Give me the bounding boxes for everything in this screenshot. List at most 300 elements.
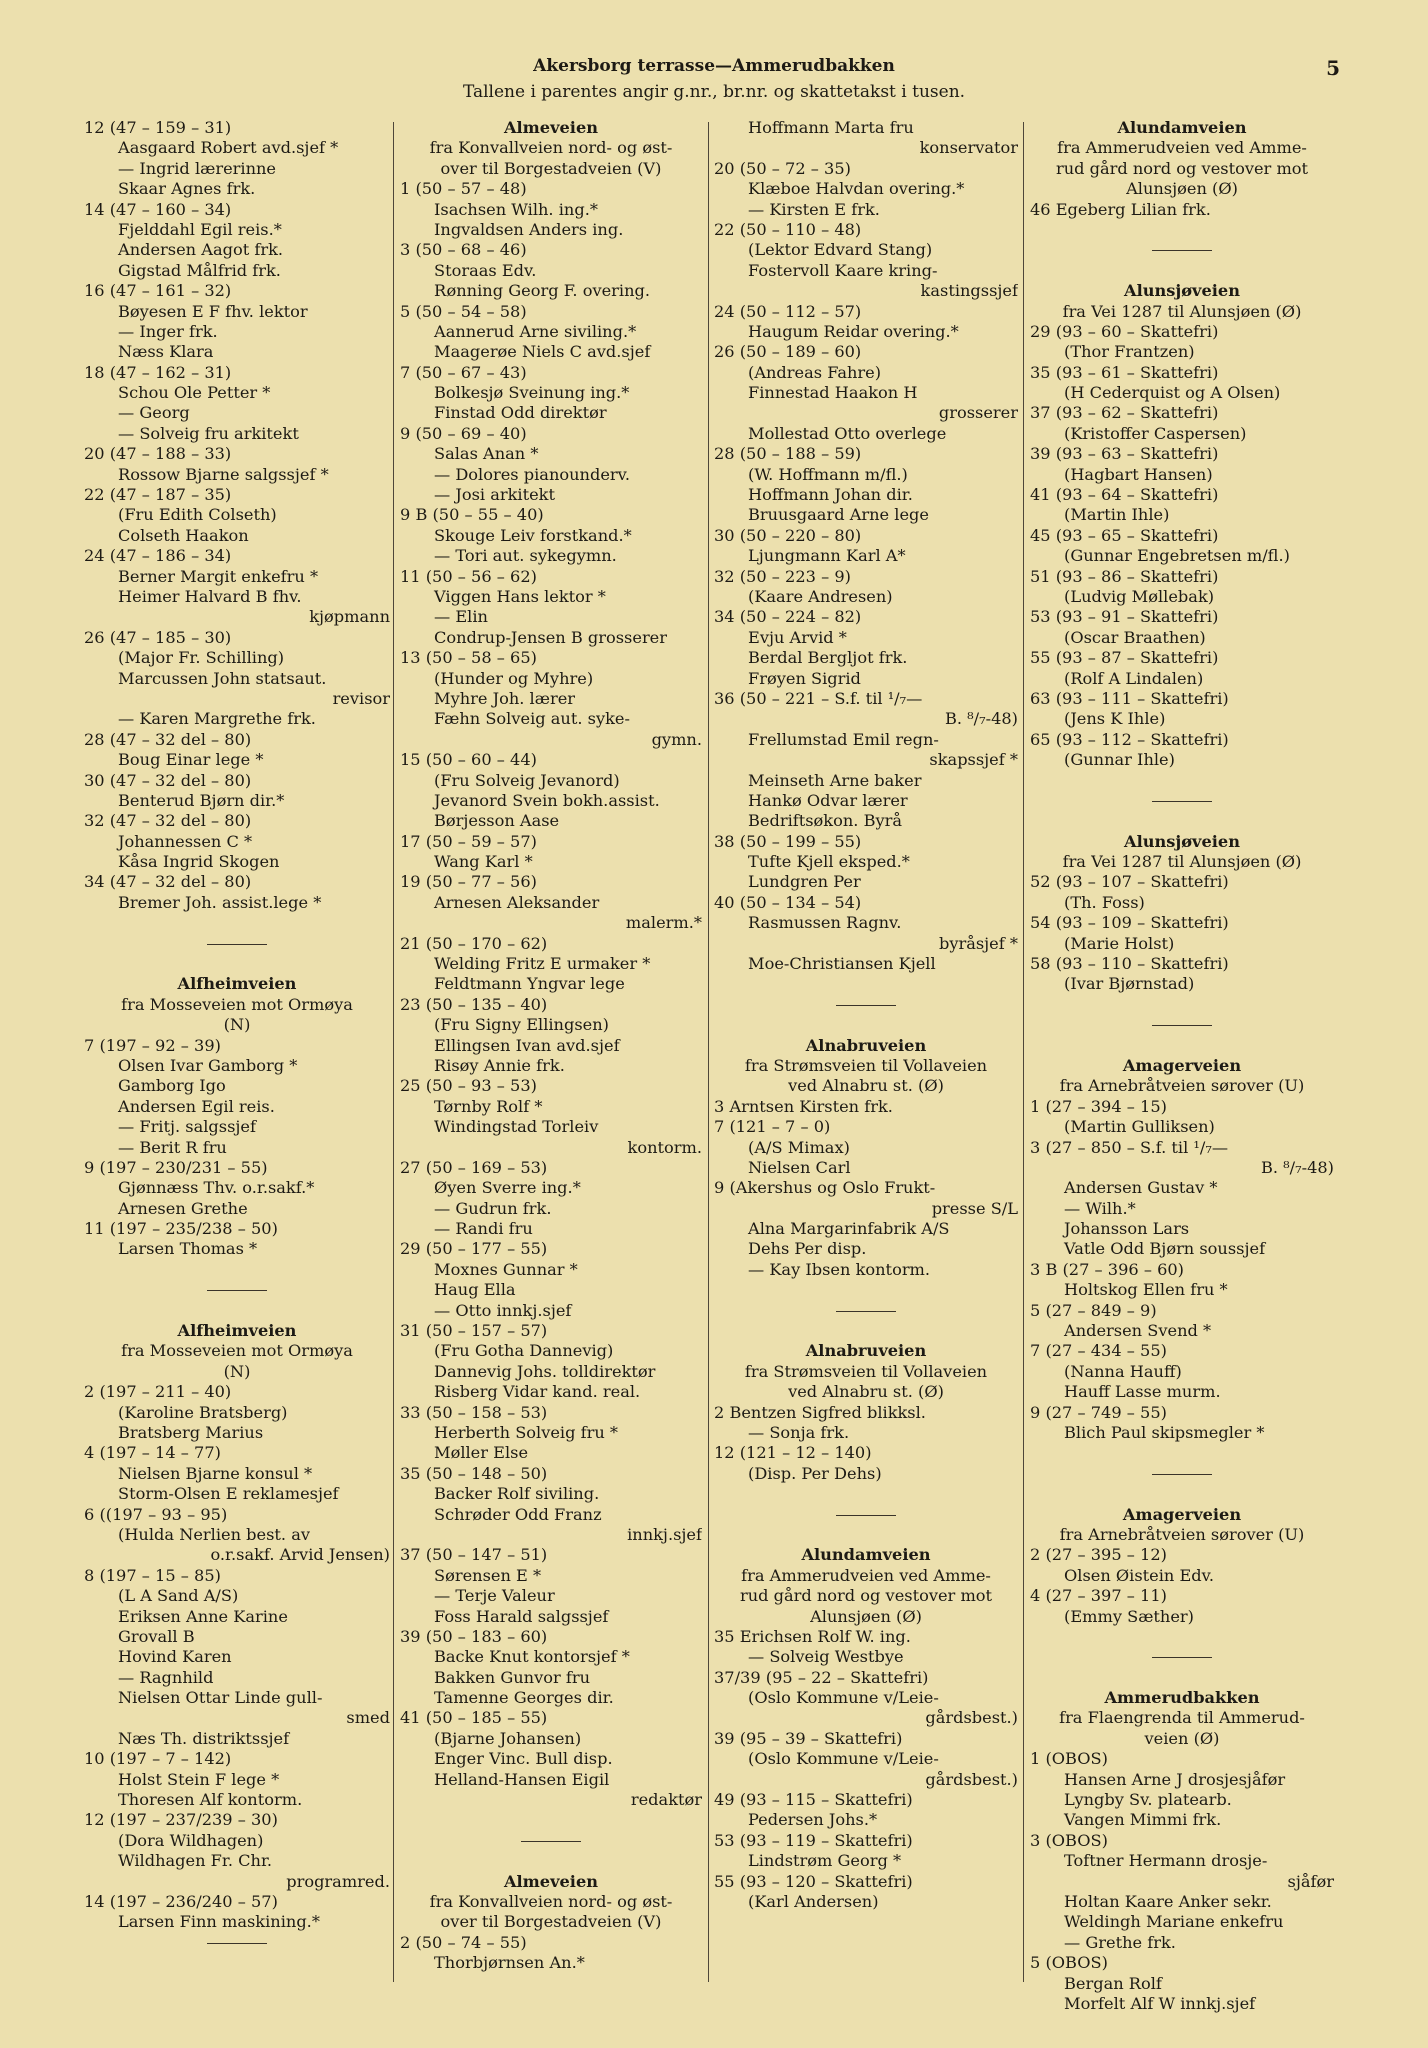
address-entry: 22 (47 – 187 – 35): [84, 485, 232, 505]
address-entry: 36 (50 – 221 – S.f. til ¹/₇—: [714, 688, 923, 708]
resident-line: Dehs Per disp.: [748, 1239, 867, 1259]
resident-line: Haugum Reidar overing.*: [748, 321, 959, 341]
resident-line: (Major Fr. Schilling): [118, 648, 285, 668]
resident-line: (Kaare Andresen): [748, 586, 893, 606]
resident-line: Storm-Olsen E reklamesjef: [118, 1484, 339, 1504]
resident-line: — Ingrid lærerinne: [118, 158, 276, 178]
resident-line: (Lektor Edvard Stang): [748, 240, 933, 260]
section-separator: [714, 1505, 1018, 1525]
address-entry: 24 (47 – 186 – 34): [84, 546, 232, 566]
resident-line: (H Cederquist og A Olsen): [1064, 383, 1281, 403]
resident-line: Risøy Annie frk.: [434, 1055, 565, 1075]
resident-line: — Dolores pianounderv.: [434, 464, 631, 484]
address-entry: 1 (27 – 394 – 15): [1030, 1096, 1167, 1116]
resident-line: Frellumstad Emil regn-: [748, 729, 939, 749]
address-entry: 3 (OBOS): [1030, 1830, 1108, 1850]
address-entry: 17 (50 – 59 – 57): [400, 831, 537, 851]
section-separator: [400, 1831, 702, 1851]
resident-line: Nielsen Ottar Linde gull-: [118, 1688, 323, 1708]
address-entry: 4 (197 – 14 – 77): [84, 1443, 221, 1463]
resident-line: Skouge Leiv forstkand.*: [434, 525, 632, 545]
resident-line: (Rolf A Lindalen): [1064, 668, 1204, 688]
resident-line: Backer Rolf siviling.: [434, 1484, 600, 1504]
address-entry: 24 (50 – 112 – 57): [714, 301, 862, 321]
address-entry: 34 (50 – 224 – 82): [714, 607, 862, 627]
address-entry: 32 (47 – 32 del – 80): [84, 811, 252, 831]
resident-line: — Kirsten E frk.: [748, 199, 880, 219]
resident-line: Lindstrøm Georg *: [748, 1851, 902, 1871]
resident-line: Wildhagen Fr. Chr.: [118, 1851, 273, 1871]
resident-line: Olsen Øistein Edv.: [1064, 1565, 1215, 1585]
resident-line: — Otto innkj.sjef: [434, 1300, 572, 1320]
address-entry: 21 (50 – 170 – 62): [400, 933, 548, 953]
address-entry: 14 (197 – 236/240 – 57): [84, 1891, 278, 1911]
section-separator: [714, 995, 1018, 1015]
address-entry: 39 (50 – 183 – 60): [400, 1626, 548, 1646]
address-entry: 12 (47 – 159 – 31): [84, 118, 232, 137]
resident-line: Myhre Joh. lærer: [434, 688, 576, 708]
resident-line: Heimer Halvard B fhv.: [118, 586, 302, 606]
street-heading: Alundamveien: [1117, 118, 1247, 137]
resident-line: (Thor Frantzen): [1064, 342, 1195, 362]
resident-line: Salas Anan *: [434, 444, 539, 464]
street-heading: Almeveien: [503, 1871, 599, 1891]
resident-line: Andersen Gustav *: [1064, 1178, 1218, 1198]
resident-line: Pedersen Johs.*: [748, 1810, 878, 1830]
address-entry: 7 (121 – 7 – 0): [714, 1117, 831, 1137]
street-heading: Ammerudbakken: [1104, 1688, 1260, 1708]
resident-line: Wang Karl *: [434, 852, 533, 872]
address-entry: 33 (50 – 158 – 53): [400, 1402, 548, 1422]
resident-line: (Fru Gotha Dannevig): [434, 1341, 614, 1361]
address-entry: 10 (197 – 7 – 142): [84, 1749, 232, 1769]
street-description: rud gård nord og vestover mot: [1055, 158, 1309, 178]
spacer: [1030, 771, 1334, 791]
street-description: fra Arnebråtveien sørover (U): [1059, 1524, 1305, 1544]
continuation-line: skapssjef *: [929, 750, 1018, 770]
resident-line: (Oslo Kommune v/Leie-: [748, 1688, 939, 1708]
resident-line: Bratsberg Marius: [118, 1423, 264, 1442]
spacer: [84, 954, 390, 974]
resident-line: Olsen Ivar Gamborg *: [118, 1055, 298, 1075]
resident-line: (Martin Ihle): [1064, 505, 1170, 525]
resident-line: Benterud Bjørn dir.*: [118, 790, 285, 810]
resident-line: Herberth Solveig fru *: [434, 1423, 619, 1442]
address-entry: 49 (93 – 115 – Skattefri): [714, 1790, 913, 1810]
street-description: fra Flaengrenda til Ammerud-: [1059, 1708, 1305, 1728]
address-entry: 63 (93 – 111 – Skattefri): [1030, 688, 1229, 708]
street-description: fra Strømsveien til Vollaveien: [744, 1361, 988, 1381]
resident-line: Maagerøe Niels C avd.sjef: [434, 342, 651, 362]
street-heading: Alfheimveien: [177, 974, 297, 994]
continuation-line: kjøpmann: [309, 607, 390, 627]
column-2: [400, 118, 702, 1974]
address-entry: 1 (OBOS): [1030, 1749, 1108, 1769]
street-description: Alunsjøen (Ø): [810, 1606, 922, 1626]
resident-line: Lundgren Per: [748, 872, 861, 892]
resident-line: (Emmy Sæther): [1064, 1606, 1194, 1626]
resident-line: Vatle Odd Bjørn soussjef: [1064, 1239, 1266, 1259]
resident-line: Ingvaldsen Anders ing.: [434, 219, 624, 239]
address-entry: 37 (93 – 62 – Skattefri): [1030, 403, 1219, 423]
address-entry: 9 (197 – 230/231 – 55): [84, 1157, 268, 1177]
resident-line: Thoresen Alf kontorm.: [118, 1790, 303, 1810]
street-description: fra Vei 1287 til Alunsjøen (Ø): [1062, 852, 1302, 872]
address-entry: 2 (27 – 395 – 12): [1030, 1545, 1167, 1565]
resident-line: (W. Hoffmann m/fl.): [748, 464, 908, 484]
resident-line: — Georg: [118, 403, 190, 423]
resident-line: Klæboe Halvdan overing.*: [748, 179, 965, 199]
address-entry: 39 (93 – 63 – Skattefri): [1030, 444, 1219, 464]
address-entry: 9 (50 – 69 – 40): [400, 423, 527, 443]
address-entry: 5 (OBOS): [1030, 1953, 1108, 1973]
address-entry: 37/39 (95 – 22 – Skattefri): [714, 1667, 929, 1687]
address-entry: 15 (50 – 60 – 44): [400, 750, 537, 770]
address-entry: 20 (47 – 188 – 33): [84, 444, 232, 464]
street-description: fra Vei 1287 til Alunsjøen (Ø): [1062, 301, 1302, 321]
address-entry: 3 (50 – 68 – 46): [400, 240, 527, 260]
resident-line: Hoffmann Johan dir.: [748, 485, 913, 505]
street-description: fra Ammerudveien ved Amme-: [1057, 138, 1307, 158]
resident-line: — Ragnhild: [118, 1667, 214, 1687]
resident-line: Fæhn Solveig aut. syke-: [434, 709, 630, 729]
resident-line: Bruusgaard Arne lege: [748, 505, 929, 525]
resident-line: (Oscar Braathen): [1064, 627, 1206, 647]
street-description: over til Borgestadveien (V): [440, 158, 662, 178]
spacer: [1030, 1036, 1334, 1056]
address-entry: 26 (47 – 185 – 30): [84, 627, 232, 647]
resident-line: Alna Margarinfabrik A/S: [748, 1219, 950, 1239]
resident-line: Blich Paul skipsmegler *: [1064, 1423, 1265, 1442]
resident-line: Larsen Thomas *: [118, 1239, 258, 1259]
resident-line: Bøyesen E F fhv. lektor: [118, 301, 308, 321]
resident-line: Hansen Arne J drosjesjåfør: [1064, 1769, 1286, 1789]
resident-line: Finstad Odd direktør: [434, 403, 607, 423]
street-description: veien (Ø): [1144, 1728, 1220, 1748]
resident-line: Aasgaard Robert avd.sjef *: [118, 138, 339, 158]
resident-line: Marcussen John statsaut.: [118, 668, 327, 688]
section-separator: [84, 1280, 390, 1300]
resident-line: Vangen Mimmi frk.: [1064, 1810, 1222, 1830]
resident-line: — Gudrun frk.: [434, 1198, 552, 1218]
address-entry: 2 (197 – 211 – 40): [84, 1382, 232, 1402]
street-heading: Amagerveien: [1122, 1055, 1242, 1075]
resident-line: (Karoline Bratsberg): [118, 1402, 288, 1422]
resident-line: Condrup-Jensen B grosserer: [434, 627, 668, 647]
resident-line: Moe-Christiansen Kjell: [748, 954, 936, 974]
address-entry: 11 (197 – 235/238 – 50): [84, 1219, 278, 1239]
street-description: fra Arnebråtveien sørover (U): [1059, 1076, 1305, 1096]
address-entry: 14 (47 – 160 – 34): [84, 199, 232, 219]
resident-line: Foss Harald salgssjef: [434, 1606, 609, 1626]
address-entry: 54 (93 – 109 – Skattefri): [1030, 913, 1229, 933]
column-divider: [1023, 122, 1024, 1982]
resident-line: Schrøder Odd Franz: [434, 1504, 602, 1524]
resident-line: — Sonja frk.: [748, 1423, 850, 1442]
resident-line: (Hunder og Myhre): [434, 668, 594, 688]
section-separator: [1030, 1647, 1334, 1667]
spacer: [84, 1301, 390, 1321]
resident-line: (A/S Mimax): [748, 1137, 850, 1157]
section-separator: [1030, 1464, 1334, 1484]
spacer: [1030, 261, 1334, 281]
resident-line: Feldtmann Yngvar lege: [434, 974, 625, 994]
resident-line: Rønning Georg F. overing.: [434, 281, 651, 301]
resident-line: Risberg Vidar kand. real.: [434, 1382, 641, 1402]
resident-line: Boug Einar lege *: [118, 750, 264, 770]
resident-line: (Martin Gulliksen): [1064, 1117, 1215, 1137]
resident-line: Evju Arvid *: [748, 627, 847, 647]
street-description: fra Konvallveien nord- og øst-: [429, 138, 673, 158]
street-heading: Alnabruveien: [805, 1341, 927, 1361]
address-entry: 9 (27 – 749 – 55): [1030, 1402, 1167, 1422]
address-entry: 13 (50 – 58 – 65): [400, 648, 537, 668]
spacer: [400, 1810, 702, 1830]
street-description: Alunsjøen (Ø): [1126, 179, 1238, 199]
resident-line: Nielsen Bjarne konsul *: [118, 1463, 313, 1483]
resident-line: — Karen Margrethe frk.: [118, 709, 316, 729]
address-entry: 28 (47 – 32 del – 80): [84, 729, 252, 749]
spacer: [1030, 1627, 1334, 1647]
address-entry: 41 (93 – 64 – Skattefri): [1030, 485, 1219, 505]
address-entry: 8 (197 – 15 – 85): [84, 1565, 221, 1585]
resident-line: (L A Sand A/S): [118, 1586, 239, 1606]
resident-line: Skaar Agnes frk.: [118, 179, 256, 199]
street-description: rud gård nord og vestover mot: [739, 1586, 993, 1606]
resident-line: (Gunnar Engebretsen m/fl.): [1064, 546, 1290, 566]
resident-line: Fostervoll Kaare kring-: [748, 260, 938, 280]
spacer: [400, 1851, 702, 1871]
resident-line: Finnestad Haakon H: [748, 383, 918, 403]
street-heading: Alnabruveien: [805, 1035, 927, 1055]
resident-line: — Tori aut. sykegymn.: [434, 546, 617, 566]
address-entry: 41 (50 – 185 – 55): [400, 1708, 548, 1728]
resident-line: Weldingh Mariane enkefru: [1064, 1912, 1284, 1932]
street-heading: Amagerveien: [1122, 1504, 1242, 1524]
resident-line: Backe Knut kontorsjef *: [434, 1647, 630, 1667]
address-entry: 35 (50 – 148 – 50): [400, 1463, 548, 1483]
continuation-line: gymn.: [651, 729, 702, 749]
resident-line: Haug Ella: [434, 1280, 516, 1300]
resident-line: Bolkesjø Sveinung ing.*: [434, 383, 630, 403]
spacer: [1030, 811, 1334, 831]
resident-line: Tørnby Rolf *: [434, 1096, 543, 1116]
resident-line: Bremer Joh. assist.lege *: [118, 892, 322, 912]
address-entry: 29 (93 – 60 – Skattefri): [1030, 321, 1219, 341]
street-heading: Alunsjøveien: [1124, 831, 1240, 851]
address-entry: 32 (50 – 223 – 9): [714, 566, 851, 586]
spacer: [1030, 220, 1334, 240]
resident-line: Morfelt Alf W innkj.sjef: [1064, 1993, 1256, 2013]
address-entry: 39 (95 – 39 – Skattefri): [714, 1728, 903, 1748]
address-entry: 28 (50 – 188 – 59): [714, 444, 862, 464]
resident-line: — Inger frk.: [118, 321, 218, 341]
section-separator: [1030, 240, 1334, 260]
resident-line: Grovall B: [118, 1626, 195, 1646]
resident-line: Gigstad Målfrid frk.: [118, 260, 281, 280]
continuation-line: redaktør: [630, 1790, 702, 1810]
address-entry: 30 (47 – 32 del – 80): [84, 770, 252, 790]
spacer: [714, 1015, 1018, 1035]
resident-line: (Dora Wildhagen): [118, 1830, 264, 1850]
resident-line: Nielsen Carl: [748, 1157, 851, 1177]
address-entry: 11 (50 – 56 – 62): [400, 566, 537, 586]
address-entry: 65 (93 – 112 – Skattefri): [1030, 729, 1229, 749]
continuation-line: programred.: [286, 1871, 390, 1891]
address-entry: 16 (47 – 161 – 32): [84, 281, 232, 301]
address-entry: 7 (27 – 434 – 55): [1030, 1341, 1167, 1361]
spacer: [714, 1321, 1018, 1341]
resident-line: Dannevig Johs. tolldirektør: [434, 1361, 656, 1381]
address-entry: 20 (50 – 72 – 35): [714, 158, 851, 178]
resident-line: Øyen Sverre ing.*: [434, 1178, 581, 1198]
resident-line: Hoffmann Marta fru: [748, 118, 914, 137]
resident-line: Sørensen E *: [434, 1565, 542, 1585]
continuation-line: malerm.*: [625, 913, 702, 933]
resident-line: (Bjarne Johansen): [434, 1728, 582, 1748]
resident-line: Larsen Finn maskining.*: [118, 1912, 320, 1932]
address-entry: 30 (50 – 220 – 80): [714, 525, 862, 545]
continuation-line: gårdsbest.): [925, 1708, 1018, 1728]
continuation-line: o.r.sakf. Arvid Jensen): [210, 1545, 390, 1565]
spacer: [1030, 1443, 1334, 1463]
column-1: [84, 118, 390, 1953]
resident-line: Holtskog Ellen fru *: [1064, 1280, 1228, 1300]
address-entry: 27 (50 – 169 – 53): [400, 1157, 548, 1177]
address-entry: 46 Egeberg Lilian frk.: [1030, 199, 1211, 219]
resident-line: Welding Fritz E urmaker *: [434, 954, 651, 974]
resident-line: Toftner Hermann drosje-: [1064, 1851, 1268, 1871]
address-entry: 25 (50 – 93 – 53): [400, 1076, 537, 1096]
address-entry: 22 (50 – 110 – 48): [714, 219, 862, 239]
resident-line: Næs Th. distriktssjef: [118, 1728, 290, 1748]
continuation-line: gårdsbest.): [925, 1769, 1018, 1789]
resident-line: (Marie Holst): [1064, 933, 1175, 953]
continuation-line: presse S/L: [931, 1198, 1018, 1218]
resident-line: Fjelddahl Egil reis.*: [118, 219, 282, 239]
resident-line: Moxnes Gunnar *: [434, 1259, 578, 1279]
continuation-line: byråsjef *: [938, 933, 1018, 953]
resident-line: (Ivar Bjørnstad): [1064, 974, 1195, 994]
column-4: [1030, 118, 1334, 2014]
continuation-line: grosserer: [938, 403, 1018, 423]
spacer: [84, 913, 390, 933]
address-entry: 55 (93 – 87 – Skattefri): [1030, 648, 1219, 668]
address-entry: 6 ((197 – 93 – 95): [84, 1504, 228, 1524]
address-entry: 7 (50 – 67 – 43): [400, 362, 527, 382]
resident-line: Enger Vinc. Bull disp.: [434, 1749, 613, 1769]
spacer: [84, 1260, 390, 1280]
page-title: Akersborg terrasse—Ammerudbakken: [533, 56, 895, 76]
resident-line: Bedriftsøkon. Byrå: [748, 811, 903, 831]
resident-line: (Nanna Hauff): [1064, 1361, 1182, 1381]
street-description: ved Alnabru st. (Ø): [788, 1076, 944, 1096]
resident-line: — Kay Ibsen kontorm.: [748, 1259, 931, 1279]
address-entry: 5 (50 – 54 – 58): [400, 301, 527, 321]
resident-line: Andersen Aagot frk.: [118, 240, 284, 260]
address-entry: 38 (50 – 199 – 55): [714, 831, 862, 851]
address-entry: 51 (93 – 86 – Skattefri): [1030, 566, 1219, 586]
column-divider: [393, 122, 394, 1982]
resident-line: (Disp. Per Dehs): [748, 1463, 882, 1483]
continuation-line: revisor: [332, 688, 390, 708]
continuation-line: innkj.sjef: [627, 1524, 702, 1544]
resident-line: Rossow Bjarne salgssjef *: [118, 464, 329, 484]
continuation-line: kastingssjef: [920, 281, 1018, 301]
resident-line: — Josi arkitekt: [434, 485, 555, 505]
address-entry: 53 (93 – 91 – Skattefri): [1030, 607, 1219, 627]
spacer: [714, 1280, 1018, 1300]
resident-line: — Randi fru: [434, 1219, 533, 1239]
resident-line: Holst Stein F lege *: [118, 1769, 280, 1789]
street-description: (N): [223, 1361, 251, 1381]
spacer: [1030, 1484, 1334, 1504]
resident-line: Lyngby Sv. platearb.: [1064, 1790, 1232, 1810]
resident-line: Johansson Lars: [1064, 1219, 1190, 1239]
street-description: fra Strømsveien til Vollaveien: [744, 1055, 988, 1075]
spacer: [714, 974, 1018, 994]
address-entry: 52 (93 – 107 – Skattefri): [1030, 872, 1229, 892]
resident-line: (Gunnar Ihle): [1064, 750, 1175, 770]
resident-line: Gamborg Igo: [118, 1076, 226, 1096]
address-entry: 2 (50 – 74 – 55): [400, 1932, 527, 1952]
resident-line: (Fru Solveig Jevanord): [434, 770, 620, 790]
resident-line: Isachsen Wilh. ing.*: [434, 199, 598, 219]
resident-line: Andersen Egil reis.: [118, 1096, 275, 1116]
resident-line: — Solveig fru arkitekt: [118, 423, 299, 443]
address-entry: 37 (50 – 147 – 51): [400, 1545, 548, 1565]
resident-line: Gjønnæss Thv. o.r.sakf.*: [118, 1178, 315, 1198]
resident-line: Johannessen C *: [118, 831, 253, 851]
address-entry: 7 (197 – 92 – 39): [84, 1035, 221, 1055]
continuation-line: smed: [346, 1708, 390, 1728]
address-entry: 58 (93 – 110 – Skattefri): [1030, 954, 1229, 974]
address-entry: 19 (50 – 77 – 56): [400, 872, 537, 892]
resident-line: Mollestad Otto overlege: [748, 423, 947, 443]
resident-line: Bergan Rolf: [1064, 1973, 1162, 1993]
resident-line: Storaas Edv.: [434, 260, 537, 280]
resident-line: Thorbjørnsen An.*: [434, 1953, 585, 1973]
address-entry: 34 (47 – 32 del – 80): [84, 872, 252, 892]
resident-line: Schou Ole Petter *: [118, 383, 271, 403]
street-description: fra Ammerudveien ved Amme-: [741, 1565, 991, 1585]
address-entry: 26 (50 – 189 – 60): [714, 342, 862, 362]
address-entry: 40 (50 – 134 – 54): [714, 892, 862, 912]
resident-line: Arnesen Aleksander: [434, 892, 600, 912]
address-entry: 35 Erichsen Rolf W. ing.: [714, 1626, 911, 1646]
section-separator: [1030, 791, 1334, 811]
resident-line: (Karl Andersen): [748, 1891, 879, 1911]
resident-line: Tamenne Georges dir.: [434, 1688, 614, 1708]
resident-line: Næss Klara: [118, 342, 214, 362]
address-entry: 12 (121 – 12 – 140): [714, 1443, 872, 1463]
resident-line: Børjesson Aase: [434, 811, 560, 831]
resident-line: Kåsa Ingrid Skogen: [118, 852, 280, 872]
resident-line: — Elin: [434, 607, 488, 627]
resident-line: (Fru Edith Colseth): [118, 505, 277, 525]
spacer: [714, 1484, 1018, 1504]
address-entry: 31 (50 – 157 – 57): [400, 1321, 548, 1341]
continuation-line: B. ⁸/₇-48): [944, 709, 1018, 729]
address-entry: 53 (93 – 119 – Skattefri): [714, 1830, 913, 1850]
address-entry: 1 (50 – 57 – 48): [400, 179, 527, 199]
street-heading: Almeveien: [503, 118, 599, 137]
resident-line: Windingstad Torleiv: [434, 1117, 599, 1137]
resident-line: — Berit R fru: [118, 1137, 227, 1157]
resident-line: Helland-Hansen Eigil: [434, 1769, 610, 1789]
address-entry: 35 (93 – 61 – Skattefri): [1030, 362, 1219, 382]
resident-line: Aannerud Arne siviling.*: [434, 321, 637, 341]
